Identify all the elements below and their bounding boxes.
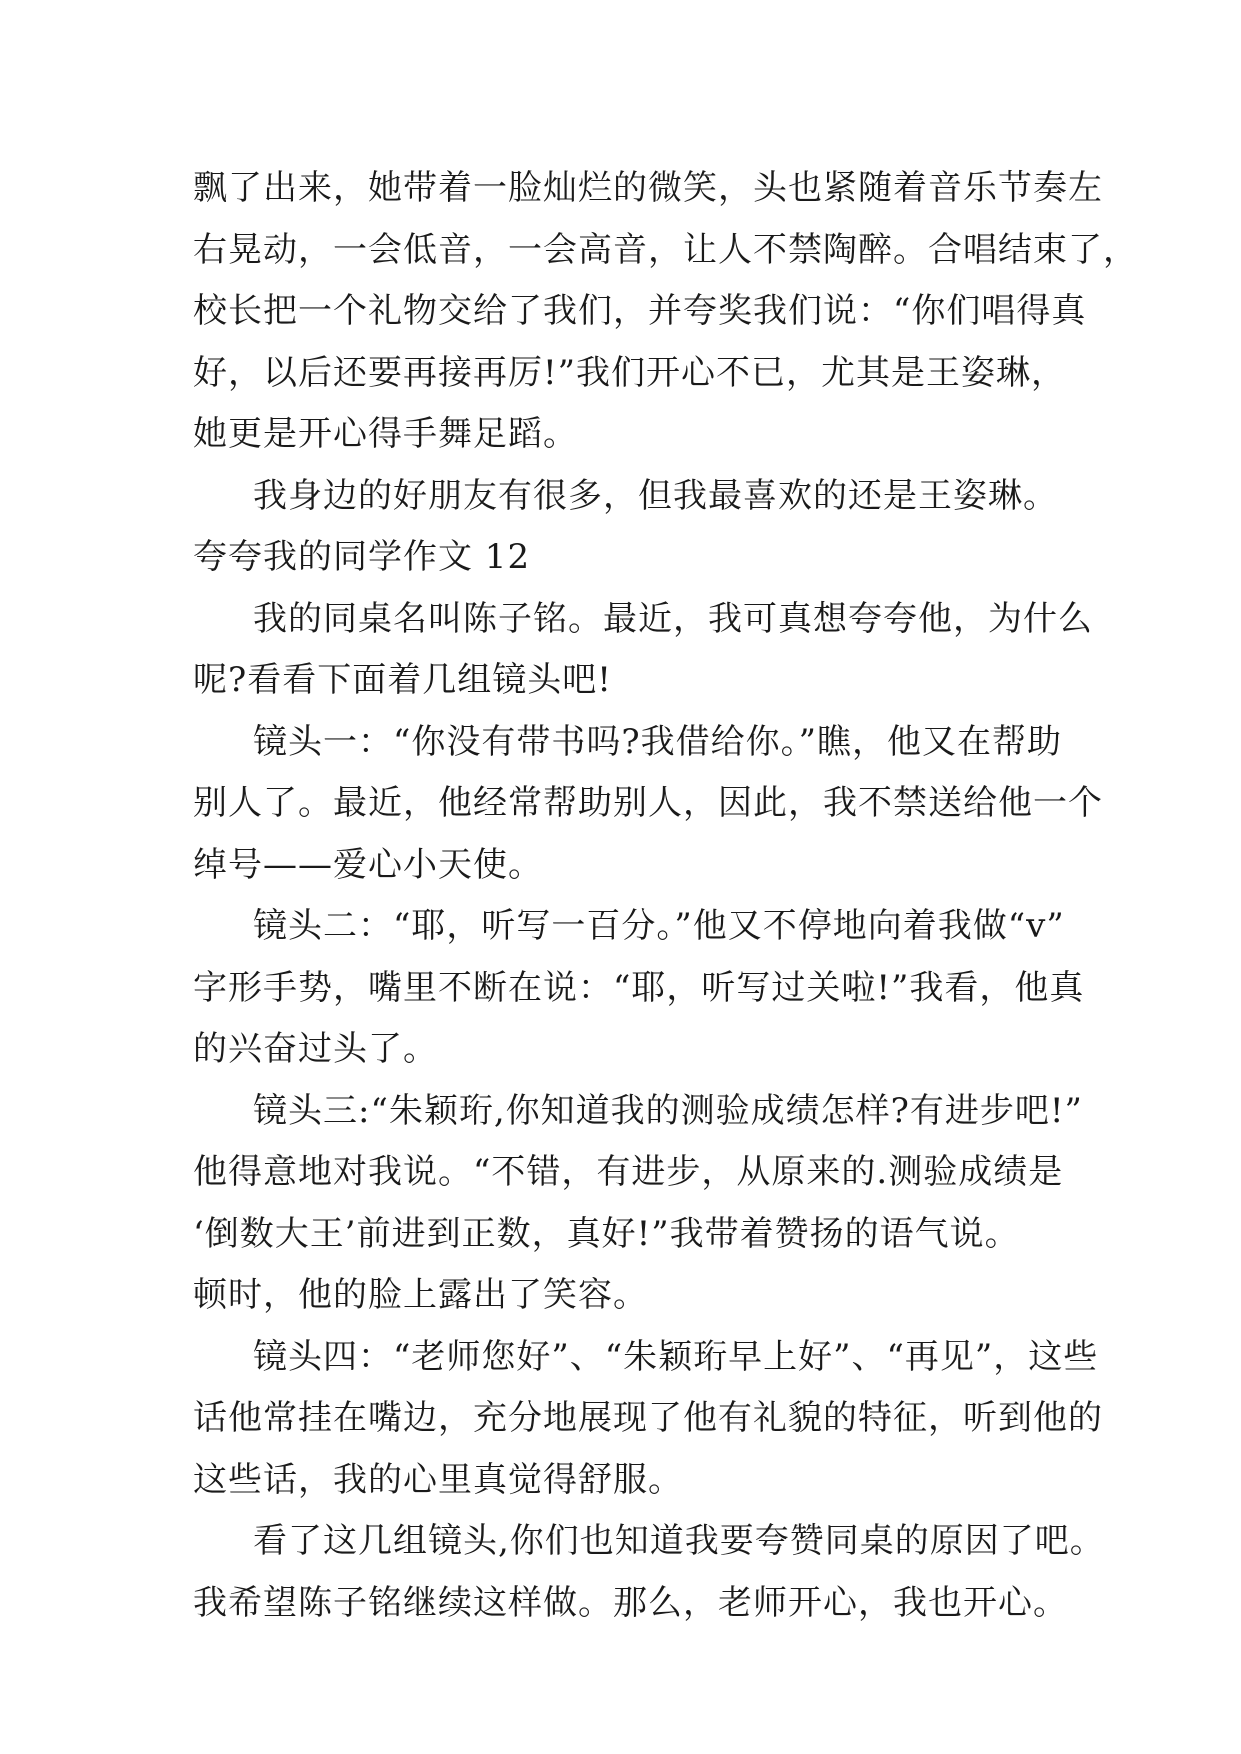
text-line: 我的同桌名叫陈子铭。最近，我可真想夸夸他，为什么 <box>253 598 1093 639</box>
text-line: 好，以后还要再接再厉!”我们开心不已，尤其是王姿琳， <box>193 352 1067 393</box>
essay-title: 夸夸我的同学作文 12 <box>193 537 531 577</box>
text-line: 呢?看看下面着几组镜头吧! <box>193 660 612 700</box>
text-line: 镜头四：“老师您好”、“朱颖珩早上好”、“再见”，这些 <box>253 1336 1099 1377</box>
text-line: 她更是开心得手舞足蹈。 <box>193 414 578 454</box>
text-line: 绰号——爱心小天使。 <box>193 844 543 885</box>
text-line: 我希望陈子铭继续这样做。那么，老师开心，我也开心。 <box>193 1582 1068 1623</box>
text-line: 右晃动，一会低音，一会高音，让人不禁陶醉。合唱结束了， <box>193 229 1138 270</box>
text-line: 的兴奋过头了。 <box>193 1029 438 1069</box>
text-line: 看了这几组镜头,你们也知道我要夸赞同桌的原因了吧。 <box>253 1521 1105 1561</box>
text-line: 我身边的好朋友有很多，但我最喜欢的还是王姿琳。 <box>253 475 1058 516</box>
text-line: 飘了出来，她带着一脸灿烂的微笑，头也紧随着音乐节奏左 <box>193 168 1103 208</box>
text-line: 这些话，我的心里真觉得舒服。 <box>193 1459 683 1500</box>
text-line: 镜头三:“朱颖珩,你知道我的测验成绩怎样?有进步吧!” <box>253 1090 1083 1131</box>
text-line: 镜头一：“你没有带书吗?我借给你。”瞧，他又在帮助 <box>253 721 1062 762</box>
text-line: ‘倒数大王’前进到正数，真好!”我带着赞扬的语气说。 <box>193 1213 1020 1254</box>
text-line: 顿时，他的脸上露出了笑容。 <box>193 1275 648 1315</box>
essay-text <box>193 158 1138 1634</box>
text-line: 校长把一个礼物交给了我们，并夸奖我们说：“你们唱得真 <box>193 291 1087 331</box>
text-line: 别人了。最近，他经常帮助别人，因此，我不禁送给他一个 <box>193 783 1103 823</box>
text-line: 镜头二：“耶，听写一百分。”他又不停地向着我做“v” <box>253 906 1065 946</box>
text-line: 字形手势，嘴里不断在说：“耶，听写过关啦!”我看，他真 <box>193 967 1085 1008</box>
text-line: 话他常挂在嘴边，充分地展现了他有礼貌的特征，听到他的 <box>193 1398 1103 1438</box>
text-line: 他得意地对我说。“不错，有进步，从原来的.测验成绩是 <box>193 1152 1064 1192</box>
